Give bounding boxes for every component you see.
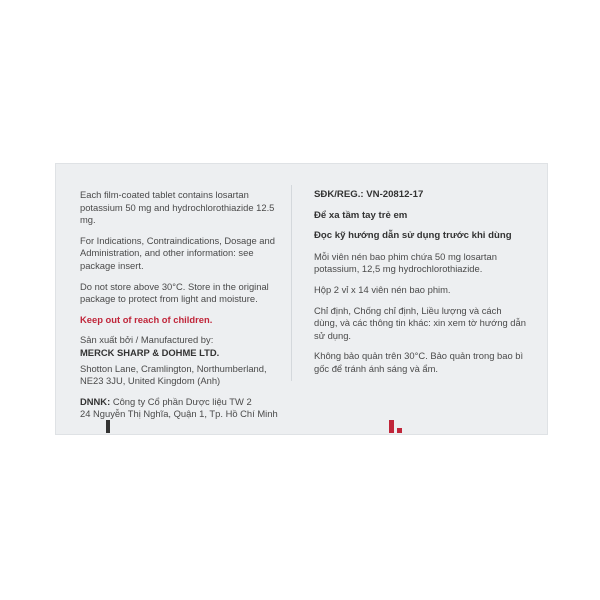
english-column	[80, 189, 285, 421]
composition-text: Each film-coated tablet contains losartan potassium 50 mg and hydrochlorothiazide 12.5 mg.	[80, 189, 275, 226]
print-registration-mark-red	[389, 420, 394, 433]
keep-away-warning: Để xa tầm tay trẻ em	[314, 209, 408, 221]
column-divider	[291, 185, 292, 381]
importer-address: 24 Nguyễn Thị Nghĩa, Quận 1, Tp. Hồ Chí Minh	[80, 408, 278, 420]
storage-text: Do not store above 30°C. Store in the original package to protect from light and moisture.	[80, 280, 269, 305]
registration-number: SĐK/REG.: VN-20812-17	[314, 189, 424, 200]
children-warning: Keep out of reach of children.	[80, 313, 213, 325]
indications-text: For Indications, Contraindications, Dosage and Administration, and other information: see package insert.	[80, 234, 275, 271]
composition-text-vi: Mỗi viên nén bao phim chứa 50 mg losartan potassium, 12,5 mg hydrochlorothiazide.	[314, 250, 497, 275]
manufacturer-address: Shotton Lane, Cramlington, Northumberland, NE23 3JU, United Kingdom (Anh)	[80, 362, 267, 387]
importer-line	[80, 396, 285, 409]
print-registration-mark-red-small	[397, 428, 402, 433]
manufacturer-label: Sản xuất bởi / Manufactured by:	[80, 334, 214, 346]
read-instructions-warning: Đọc kỹ hướng dẫn sử dụng trước khi dùng	[314, 230, 512, 242]
package-contents: Hộp 2 vỉ x 14 viên nén bao phim.	[314, 283, 451, 295]
print-registration-mark	[106, 420, 110, 433]
indications-text-vi: Chỉ định, Chống chỉ định, Liều lượng và cách dùng, và các thông tin khác: xin xem tờ hướng dẫn sử dụng.	[314, 304, 526, 341]
storage-text-vi: Không bảo quản trên 30°C. Bảo quản trong bao bì gốc để tránh ánh sáng và ẩm.	[314, 350, 524, 374]
importer-label: DNNK:	[80, 395, 111, 407]
manufacturer-name: MERCK SHARP & DOHME LTD.	[80, 346, 220, 358]
importer-company: Công ty Cổ phần Dược liệu TW 2	[110, 395, 252, 407]
vietnamese-column	[314, 189, 526, 384]
